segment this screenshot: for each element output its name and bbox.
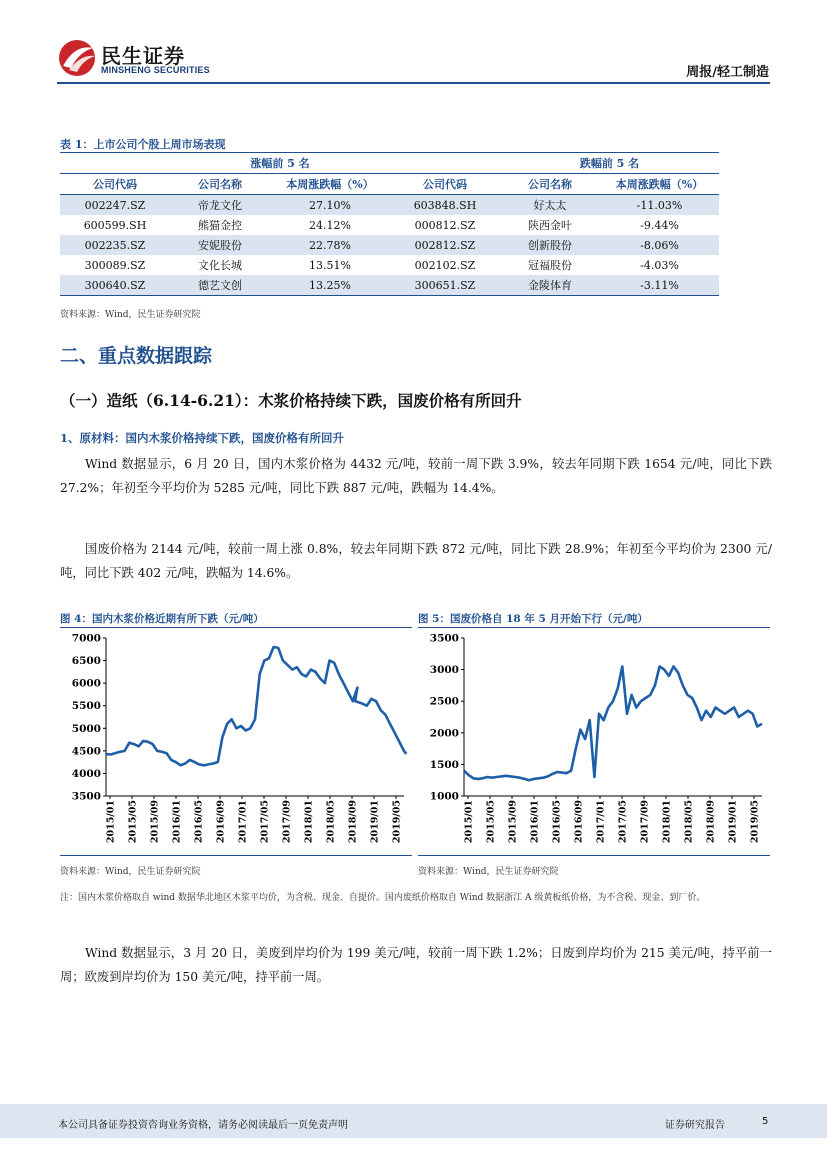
pulp-price-chart xyxy=(60,630,412,852)
table-row xyxy=(60,195,719,216)
table-cell: 300089.SZ xyxy=(84,258,146,272)
table-cell: 熊猫金控 xyxy=(198,219,242,232)
company-logo xyxy=(57,38,210,78)
table-cell: 文化长城 xyxy=(198,259,242,272)
x-tick-label: 2016/01 xyxy=(171,800,183,844)
figure-5-bottom-rule xyxy=(418,855,770,856)
logo-mark-icon xyxy=(57,38,99,78)
x-tick-label: 2015/01 xyxy=(463,800,475,844)
y-tick-label: 5000 xyxy=(71,722,101,735)
table-title: 表 1：上市公司个股上周市场表现 xyxy=(60,138,226,151)
table-cell: 帝龙文化 xyxy=(170,195,270,216)
paragraph-waste-paper: 国废价格为 2144 元/吨，较前一周上涨 0.8%，较去年同期下跌 872 元/吨，同比下跌 28.9%；年初至今平均价为 2300 元/吨，同比下跌 402 元/吨，跌幅为 14.6%。 xyxy=(60,542,772,580)
table-row xyxy=(60,275,719,296)
table-cell: 安妮股份 xyxy=(170,235,270,255)
table-cell: 13.25% xyxy=(270,275,390,296)
x-tick-label: 2018/09 xyxy=(347,800,359,844)
column-header-row xyxy=(60,174,719,195)
table-cell: 000812.SZ xyxy=(414,218,476,232)
logo-chinese: 民生证券 xyxy=(101,44,185,68)
column-header: 公司代码 xyxy=(60,174,170,195)
y-tick-label: 3500 xyxy=(71,790,101,803)
table-cell: 300640.SZ xyxy=(60,275,170,296)
logo-english: MINSHENG SECURITIES xyxy=(101,65,210,75)
table-cell: 22.78% xyxy=(270,235,390,255)
column-header: 本周涨跌幅（%） xyxy=(600,174,719,195)
y-tick-label: 2000 xyxy=(429,727,459,740)
table-cell: 300651.SZ xyxy=(390,275,500,296)
x-tick-label: 2016/05 xyxy=(193,800,205,844)
x-tick-label: 2015/05 xyxy=(127,800,139,844)
table-source: 资料来源：Wind，民生证券研究院 xyxy=(60,310,201,320)
y-tick-label: 5500 xyxy=(71,700,101,713)
series-line xyxy=(106,647,406,765)
figure-5-rule xyxy=(418,627,770,628)
y-tick-label: 4000 xyxy=(71,767,101,780)
table-cell: 600599.SH xyxy=(83,218,147,232)
table-cell: 创新股份 xyxy=(500,235,600,255)
table-cell: -11.03% xyxy=(600,195,719,216)
sub-subsection-title: 1、原材料：国内木浆价格持续下跌，国废价格有所回升 xyxy=(60,431,344,445)
x-tick-label: 2015/09 xyxy=(149,800,161,844)
subsection-title: （一）造纸（6.14-6.21）：木浆价格持续下跌，国废价格有所回升 xyxy=(60,391,522,410)
x-tick-label: 2018/09 xyxy=(705,800,717,844)
table-row xyxy=(60,255,719,275)
series-line xyxy=(464,666,762,780)
paragraph-pulp-price: Wind 数据显示，6 月 20 日，国内木浆价格为 4432 元/吨，较前一周下跌 3.9%，较去年同期下跌 1654 元/吨，同比下跌 27.2%；年初至今平均价为 5285 元/吨，同比下跌 887 元/吨，跌幅为 14.4%。 xyxy=(60,457,772,495)
y-tick-label: 3000 xyxy=(429,664,459,677)
y-tick-label: 6000 xyxy=(71,677,101,690)
table-cell: 冠福股份 xyxy=(528,259,572,272)
y-tick-label: 3500 xyxy=(429,632,459,645)
x-tick-label: 2017/05 xyxy=(617,800,629,844)
x-tick-label: 2019/05 xyxy=(391,800,403,844)
table-cell: -3.11% xyxy=(600,275,719,296)
x-tick-label: 2016/01 xyxy=(529,800,541,844)
table-row xyxy=(60,215,719,235)
page-number: 5 xyxy=(762,1116,769,1127)
page-footer xyxy=(0,1104,827,1138)
table-row xyxy=(60,235,719,255)
x-tick-label: 2017/01 xyxy=(237,800,249,844)
loss-group-label: 跌幅前 5 名 xyxy=(500,153,719,174)
x-tick-label: 2017/05 xyxy=(259,800,271,844)
x-tick-label: 2016/05 xyxy=(551,800,563,844)
x-tick-label: 2018/05 xyxy=(325,800,337,844)
column-header: 公司名称 xyxy=(170,174,270,195)
table-cell: -9.44% xyxy=(640,218,679,232)
y-tick-label: 6500 xyxy=(71,655,101,668)
x-tick-label: 2017/09 xyxy=(281,800,293,844)
column-header: 本周涨跌幅（%） xyxy=(270,174,390,195)
y-tick-label: 2500 xyxy=(429,695,459,708)
figure-5-title: 图 5：国废价格自 18 年 5 月开始下行（元/吨） xyxy=(418,613,648,625)
figure-4-source: 资料来源：Wind，民生证券研究院 xyxy=(60,867,201,877)
figure-5-source: 资料来源：Wind，民生证券研究院 xyxy=(418,867,559,877)
x-tick-label: 2019/05 xyxy=(749,800,761,844)
table-cell: 德艺文创 xyxy=(170,275,270,296)
x-tick-label: 2019/01 xyxy=(727,800,739,844)
x-tick-label: 2018/05 xyxy=(683,800,695,844)
column-header: 公司名称 xyxy=(500,174,600,195)
stock-performance-table xyxy=(60,152,719,296)
x-tick-label: 2016/09 xyxy=(573,800,585,844)
footer-disclaimer: 本公司具备证券投资咨询业务资格，请务必阅读最后一页免责声明 xyxy=(58,1120,348,1131)
x-tick-label: 2017/01 xyxy=(595,800,607,844)
x-tick-label: 2017/09 xyxy=(639,800,651,844)
table-cell: 24.12% xyxy=(309,218,351,232)
report-type: 周报/轻工制造 xyxy=(686,65,769,80)
x-tick-label: 2015/09 xyxy=(507,800,519,844)
figure-4-title: 图 4：国内木浆价格近期有所下跌（元/吨） xyxy=(60,613,264,625)
column-header: 公司代码 xyxy=(390,174,500,195)
table-cell: -8.06% xyxy=(600,235,719,255)
table-cell: 603848.SH xyxy=(390,195,500,216)
x-tick-label: 2018/01 xyxy=(661,800,673,844)
gain-group-label: 涨幅前 5 名 xyxy=(170,153,390,174)
x-tick-label: 2019/01 xyxy=(369,800,381,844)
table-cell: 陕西金叶 xyxy=(528,219,572,232)
y-tick-label: 1500 xyxy=(429,758,459,771)
table-cell: 002102.SZ xyxy=(414,258,476,272)
table-cell: 金陵体育 xyxy=(500,275,600,296)
y-tick-label: 7000 xyxy=(71,632,101,645)
x-tick-label: 2018/01 xyxy=(303,800,315,844)
group-header-row xyxy=(60,153,719,174)
figure-4-bottom-rule xyxy=(60,855,412,856)
table-cell: 002235.SZ xyxy=(60,235,170,255)
x-tick-label: 2015/05 xyxy=(485,800,497,844)
footer-label: 证券研究报告 xyxy=(665,1120,725,1131)
table-cell: 好太太 xyxy=(500,195,600,216)
x-tick-label: 2016/09 xyxy=(215,800,227,844)
table-cell: 002812.SZ xyxy=(390,235,500,255)
y-tick-label: 1000 xyxy=(429,790,459,803)
table-cell: 002247.SZ xyxy=(60,195,170,216)
y-tick-label: 4500 xyxy=(71,745,101,758)
waste-paper-price-chart xyxy=(418,630,770,852)
table-cell: 27.10% xyxy=(270,195,390,216)
paragraph-import-waste: Wind 数据显示，3 月 20 日，美废到岸均价为 199 美元/吨，较前一周下跌 1.2%；日废到岸均价为 215 美元/吨，持平前一周；欧废到岸均价为 150 美元/吨，持平前一周。 xyxy=(60,946,772,984)
figure-4-rule xyxy=(60,627,412,628)
x-tick-label: 2015/01 xyxy=(105,800,117,844)
header-rule xyxy=(57,82,770,84)
table-cell: -4.03% xyxy=(640,258,679,272)
figure-note: 注：国内木浆价格取自 wind 数据华北地区木浆平均价，为含税、现金、自提价。国内废纸价格取自 Wind 数据浙江 A 级黄板纸价格，为不含税、现金、到厂价。 xyxy=(60,893,706,903)
table-cell: 13.51% xyxy=(309,258,351,272)
section-title: 二、重点数据跟踪 xyxy=(60,345,213,367)
